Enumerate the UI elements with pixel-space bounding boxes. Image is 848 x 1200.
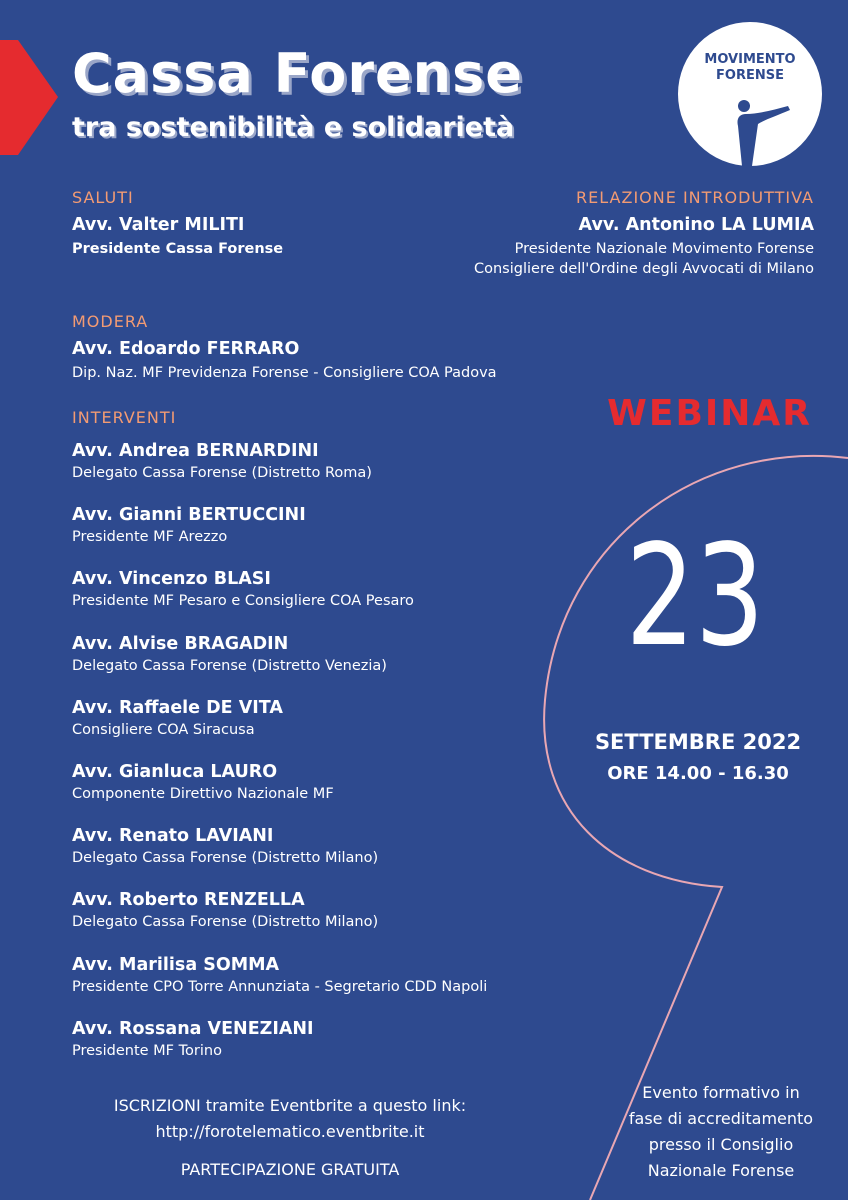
accreditamento-line-4: Nazionale Forense — [647, 1161, 795, 1180]
speaker-name: Avv. Raffaele DE VITA — [72, 697, 283, 718]
speaker-item — [72, 634, 487, 698]
modera-label: MODERA — [72, 312, 149, 331]
speaker-name: Avv. Vincenzo BLASI — [72, 569, 271, 590]
logo-text — [678, 52, 822, 84]
event-day: 23 — [625, 515, 765, 678]
speaker-item — [72, 1019, 487, 1083]
speaker-role: Presidente CPO Torre Annunziata - Segretario CDD Napoli — [72, 978, 488, 995]
page-title: Cassa Forense — [72, 42, 523, 105]
accreditamento-line-2: fase di accreditamento — [628, 1109, 814, 1128]
modera-role: Dip. Naz. MF Previdenza Forense - Consigliere COA Padova — [72, 365, 497, 381]
speaker-role: Delegato Cassa Forense (Distretto Venezia) — [72, 657, 387, 674]
speaker-name: Avv. Marilisa SOMMA — [72, 954, 280, 975]
interventi-label: INTERVENTI — [72, 408, 177, 427]
speaker-role: Delegato Cassa Forense (Distretto Roma) — [72, 465, 372, 481]
saluti-label: SALUTI — [72, 188, 134, 207]
accreditamento-line-3: presso il Consiglio — [648, 1135, 794, 1154]
speaker-item — [72, 890, 487, 954]
event-hours: ORE 14.00 - 16.30 — [607, 763, 789, 784]
relazione-label: RELAZIONE INTRODUTTIVA — [576, 188, 814, 207]
speaker-item — [72, 569, 487, 633]
speaker-item — [72, 826, 487, 890]
relazione-name: Avv. Antonino LA LUMIA — [578, 215, 814, 235]
speaker-role: Delegato Cassa Forense (Distretto Milano) — [72, 850, 379, 867]
accreditamento-line-1: Evento formativo in — [642, 1083, 800, 1102]
relazione-section — [474, 188, 814, 277]
eventbrite-link[interactable]: http://forotelematico.eventbrite.it — [155, 1122, 425, 1141]
saluti-section — [72, 188, 283, 257]
event-month: SETTEMBRE 2022 — [594, 730, 802, 754]
speaker-name: Avv. Rossana VENEZIANI — [72, 1018, 314, 1039]
speaker-name: Avv. Roberto RENZELLA — [72, 890, 305, 911]
speaker-item — [72, 762, 487, 826]
speaker-item — [72, 698, 487, 762]
speaker-role: Delegato Cassa Forense (Distretto Milano) — [72, 914, 379, 931]
saluti-role: Presidente Cassa Forense — [72, 241, 284, 257]
movimento-forense-logo — [678, 22, 822, 166]
speaker-role: Presidente MF Pesaro e Consigliere COA Pesaro — [72, 593, 414, 610]
modera-name: Avv. Edoardo FERRARO — [72, 339, 300, 359]
logo-text-line1: MOVIMENTO — [704, 52, 796, 67]
speaker-list — [72, 441, 487, 1083]
speaker-name: Avv. Andrea BERNARDINI — [72, 441, 319, 461]
speaker-role: Componente Direttivo Nazionale MF — [72, 785, 334, 802]
accreditamento-note — [598, 1080, 844, 1184]
speaker-name: Avv. Gianni BERTUCCINI — [72, 505, 306, 526]
red-arrow-decoration — [0, 40, 58, 155]
speaker-role: Presidente MF Arezzo — [72, 529, 228, 546]
speaker-item — [72, 505, 487, 569]
speaker-name: Avv. Gianluca LAURO — [72, 761, 278, 782]
page-subtitle: tra sostenibilità e solidarietà — [72, 112, 515, 143]
logo-text-line2: FORENSE — [716, 68, 784, 83]
speaker-item — [72, 441, 487, 505]
partecipazione-gratuita: PARTECIPAZIONE GRATUITA — [180, 1160, 400, 1179]
modera-section — [72, 312, 497, 381]
speaker-name: Avv. Renato LAVIANI — [72, 826, 274, 847]
webinar-label: WEBINAR — [607, 393, 812, 434]
relazione-role-1: Presidente Nazionale Movimento Forense — [514, 241, 814, 257]
speaker-role: Consigliere COA Siracusa — [72, 721, 255, 738]
speaker-role: Presidente MF Torino — [72, 1042, 222, 1059]
speaker-item — [72, 955, 487, 1019]
relazione-role-2: Consigliere dell'Ordine degli Avvocati di Milano — [474, 261, 814, 277]
speaker-name: Avv. Alvise BRAGADIN — [72, 633, 289, 654]
iscrizioni-text: ISCRIZIONI tramite Eventbrite a questo link: — [113, 1096, 467, 1115]
saluti-name: Avv. Valter MILITI — [72, 215, 245, 235]
